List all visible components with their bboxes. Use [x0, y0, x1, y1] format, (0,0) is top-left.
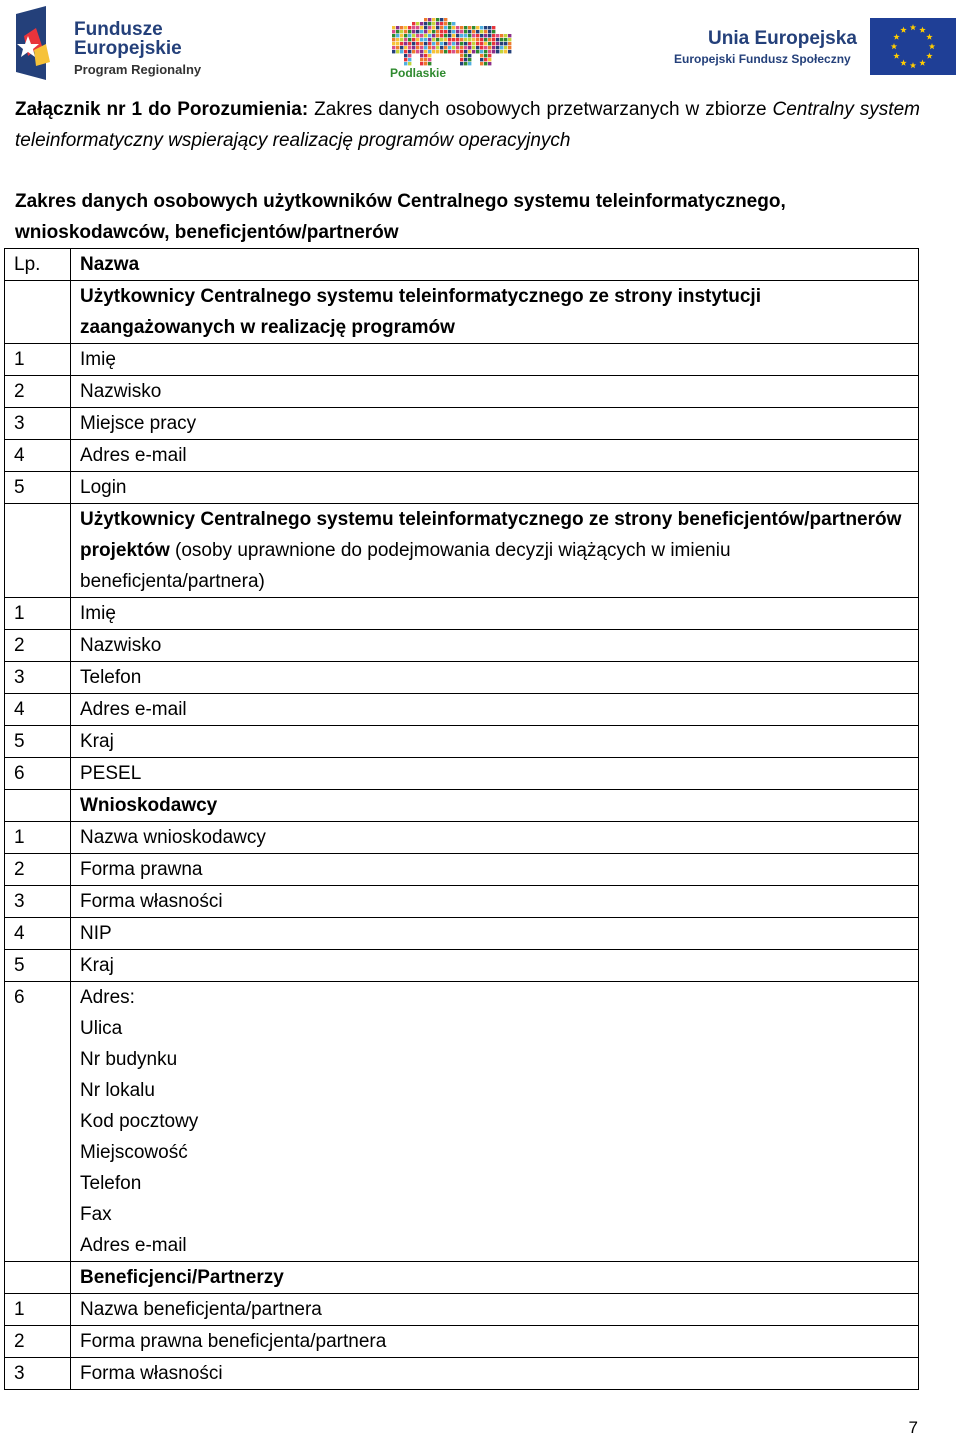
group-header-row [5, 790, 919, 822]
table-row: 3 Miejsce pracy [5, 408, 919, 440]
table-row: 3 Telefon [5, 662, 919, 694]
table-row: 5 Login [5, 472, 919, 504]
group1-title: Użytkownicy Centralnego systemu teleinformatycznego ze strony instytucji zaangażowanych w realizację programów [71, 281, 919, 344]
table-row: 1 Nazwa beneficjenta/partnera [5, 1294, 919, 1326]
table-row: 2 Nazwisko [5, 630, 919, 662]
fe-logo-line2: Europejskie [74, 38, 182, 59]
personal-data-table [4, 248, 919, 1390]
table-row: 3 Forma własności [5, 886, 919, 918]
address-row: 6 Adres: Ulica Nr budynku Nr lokalu Kod pocztowy Miejscowość Telefon Fax Adres e-mail [5, 982, 919, 1262]
bison-mosaic-icon [388, 14, 518, 66]
intro-italic: Centralny system teleinformatyczny wspierający realizację programów operacyjnych [15, 99, 920, 151]
group-header-row [5, 504, 919, 598]
table-row: 4 Adres e-mail [5, 694, 919, 726]
fundusze-europejskie-logo [16, 6, 216, 80]
ue-logo-line2: Europejski Fundusz Społeczny [674, 52, 851, 66]
table-row: 1 Imię [5, 598, 919, 630]
fe-star-icon [16, 6, 60, 80]
fe-logo-line1: Fundusze [74, 19, 163, 40]
table-row: 6 PESEL [5, 758, 919, 790]
group-header-row [5, 1262, 919, 1294]
intro-plain: Zakres danych osobowych przetwarzanych w zbiorze [308, 99, 773, 120]
group3-title: Wnioskodawcy [71, 790, 919, 822]
table-row: 2 Forma prawna [5, 854, 919, 886]
ue-logo-line1: Unia Europejska [708, 28, 857, 49]
table-row: 2 Forma prawna beneficjenta/partnera [5, 1326, 919, 1358]
podlaskie-logo [388, 14, 518, 80]
unia-europejska-logo [672, 18, 957, 78]
group2-title: Użytkownicy Centralnego systemu teleinformatycznego ze strony beneficjentów/partnerów projektów (osoby uprawnione do podejmowania decyzji wiążących w imieniu beneficjenta/partnera) [71, 504, 919, 598]
table-row: 5 Kraj [5, 726, 919, 758]
table-row: 3 Forma własności [5, 1358, 919, 1390]
table-row: 5 Kraj [5, 950, 919, 982]
table-row: 4 Adres e-mail [5, 440, 919, 472]
page-number: 7 [908, 1418, 918, 1437]
section-title: Zakres danych osobowych użytkowników Centralnego systemu teleinformatycznego, wnioskodawców, beneficjentów/partnerów [15, 191, 786, 243]
table-row: 2 Nazwisko [5, 376, 919, 408]
header-name: Nazwa [71, 249, 919, 281]
podlaskie-logo-text: Podlaskie [390, 66, 447, 80]
intro-bold-lead: Załącznik nr 1 do Porozumienia: [15, 99, 309, 120]
intro-paragraph [15, 94, 920, 156]
table-row: 4 NIP [5, 918, 919, 950]
header-lp: Lp. [5, 249, 71, 281]
eu-flag-icon [870, 18, 956, 75]
table-row: 1 Nazwa wnioskodawcy [5, 822, 919, 854]
group4-title: Beneficjenci/Partnerzy [71, 1262, 919, 1294]
address-lines: Adres: Ulica Nr budynku Nr lokalu Kod pocztowy Miejscowość Telefon Fax Adres e-mail [71, 982, 919, 1262]
table-row: 1 Imię [5, 344, 919, 376]
table-header-row [5, 249, 919, 281]
group-header-row [5, 281, 919, 344]
fe-logo-line3: Program Regionalny [74, 62, 202, 77]
